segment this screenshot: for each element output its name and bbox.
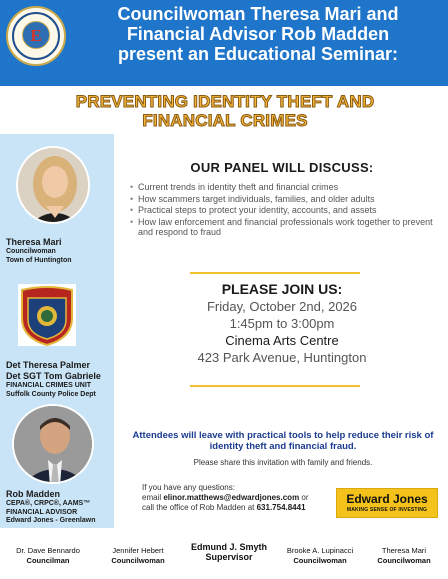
contact-email-line	[142, 493, 332, 503]
list-item: • Practical steps to protect your identity, accounts, and assets	[130, 205, 442, 216]
share-note: Please share this invitation with family and friends.	[193, 458, 373, 467]
contact-info	[142, 483, 332, 513]
list-item: • How scammers target individuals, families, and older adults	[130, 194, 442, 205]
speaker-photo-theresa-mari	[16, 146, 90, 224]
official-title: Councilwoman	[293, 556, 347, 565]
event-date: Friday, October 2nd, 2026	[206, 299, 358, 314]
official-title: Councilman	[26, 556, 70, 565]
official-item	[96, 546, 180, 566]
attendee-benefit: Attendees will leave with practical tools to help reduce their risk of identity theft and financial fraud.	[132, 430, 434, 452]
speaker-name-2: Det SGT Tom Gabriele	[6, 371, 101, 381]
edward-jones-logo	[336, 488, 438, 518]
speaker-role: FINANCIAL ADVISOR	[6, 508, 78, 516]
list-item: • Current trends in identity theft and financial crimes	[130, 182, 442, 193]
header-title-line: Councilwoman Theresa Mari and	[117, 4, 399, 24]
speaker-org: Town of Huntington	[6, 256, 72, 264]
official-item	[364, 546, 444, 566]
event-details	[124, 281, 440, 366]
header-banner	[0, 0, 448, 86]
contact-phone-prefix: call the office of Rob Madden at	[142, 503, 257, 512]
official-name: Dr. Dave Bennardo	[16, 546, 80, 555]
speaker-police	[6, 360, 101, 399]
contact-email-suffix: or	[299, 493, 309, 502]
contact-phone[interactable]: 631.754.8441	[256, 503, 306, 512]
event-time: 1:45pm to 3:00pm	[229, 316, 335, 331]
divider	[190, 272, 360, 274]
official-title: Councilwoman	[377, 556, 431, 565]
logo-name: Edward Jones	[346, 492, 428, 506]
official-name: Jennifer Hebert	[112, 546, 164, 555]
speaker-org: Edward Jones - Greenlawn	[6, 517, 96, 524]
official-name: Edmund J. Smyth	[190, 542, 267, 552]
divider	[190, 385, 360, 387]
speaker-photo-rob-madden	[12, 404, 94, 484]
town-seal-icon	[6, 6, 66, 66]
contact-email-link[interactable]: elinor.matthews@edwardjones.com	[163, 493, 300, 502]
speaker-name: Rob Madden	[6, 489, 60, 499]
headline-line: FINANCIAL CRIMES	[142, 111, 308, 130]
speaker-sidebar	[0, 134, 114, 528]
official-title: Councilwoman	[111, 556, 165, 565]
official-item	[184, 542, 274, 562]
official-item	[278, 546, 362, 566]
logo-tagline: MAKING SENSE OF INVESTING	[346, 507, 428, 513]
speaker-theresa-mari	[6, 237, 72, 265]
speaker-name: Det Theresa Palmer	[6, 360, 91, 370]
speaker-rob-madden	[6, 489, 95, 526]
panel-topics-list	[130, 182, 442, 239]
speaker-org: Suffolk County Police Dept	[6, 390, 96, 398]
contact-email-prefix: email	[142, 493, 164, 502]
headline-line: PREVENTING IDENTITY THEFT AND	[75, 92, 375, 111]
official-name: Theresa Mari	[381, 546, 427, 555]
speaker-unit: FINANCIAL CRIMES UNIT	[6, 382, 92, 389]
official-item	[6, 546, 90, 566]
speaker-role: Councilwoman	[6, 248, 56, 255]
footer-officials	[0, 540, 448, 579]
event-address: 423 Park Avenue, Huntington	[197, 350, 367, 365]
speaker-credentials: CEPA®, CRPC®, AAMS™	[6, 500, 91, 507]
event-venue: Cinema Arts Centre	[225, 333, 339, 348]
header-title	[72, 4, 444, 64]
police-patch-icon	[18, 284, 76, 346]
panel-title: OUR PANEL WILL DISCUSS:	[190, 160, 374, 175]
list-item: • How law enforcement and financial professionals work together to prevent and respond to fraud	[130, 217, 442, 238]
join-title: PLEASE JOIN US:	[221, 281, 343, 297]
header-title-line: Financial Advisor Rob Madden	[126, 24, 390, 44]
speaker-name: Theresa Mari	[6, 237, 62, 247]
seminar-headline	[60, 92, 390, 130]
official-name: Brooke A. Lupinacci	[286, 546, 354, 555]
contact-intro: If you have any questions:	[142, 483, 235, 492]
contact-phone-line	[142, 503, 332, 513]
seal-letter: E	[30, 26, 42, 45]
official-title: Supervisor	[205, 552, 253, 562]
header-title-line: present an Educational Seminar:	[117, 44, 399, 64]
